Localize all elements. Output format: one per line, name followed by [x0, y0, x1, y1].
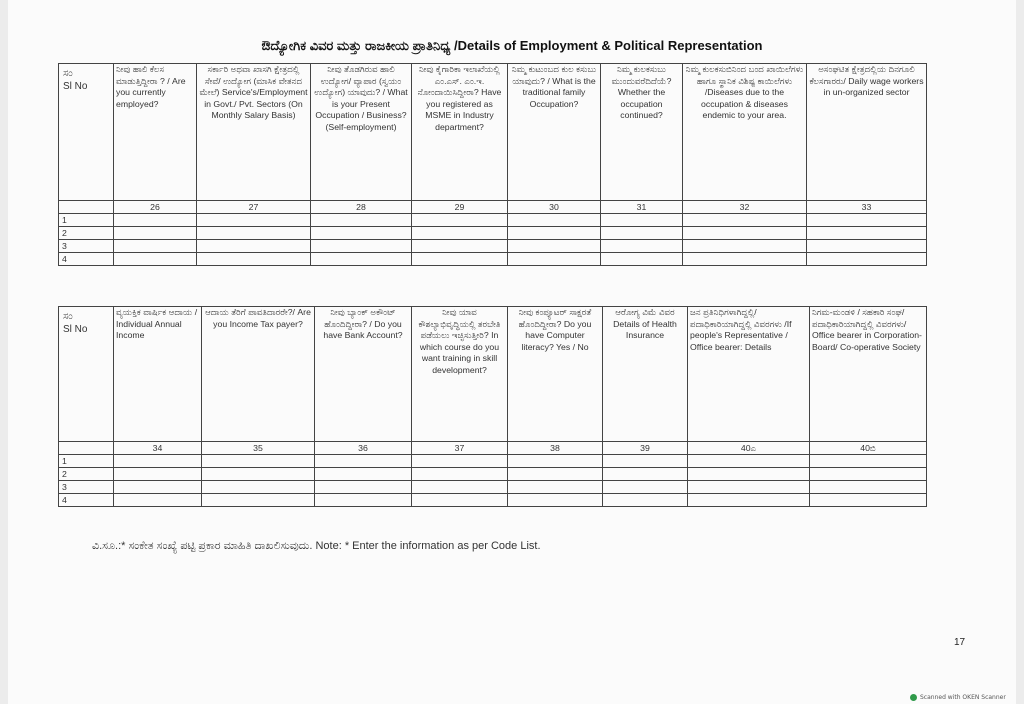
entry-cell[interactable]: [114, 227, 197, 240]
entry-cell[interactable]: [508, 240, 601, 253]
sl-no-label: ಸಂ: [63, 311, 73, 322]
column-number: 39: [603, 442, 688, 455]
row-number: 1: [59, 214, 114, 227]
entry-cell[interactable]: [601, 253, 683, 266]
sl-no-label: Sl No: [63, 324, 88, 335]
row-number: 4: [59, 494, 114, 507]
entry-cell[interactable]: [114, 468, 202, 481]
column-number: 29: [412, 201, 508, 214]
sl-no-label: ಸಂ: [63, 68, 73, 79]
column-header: ಜನ ಪ್ರತಿನಿಧಿಗಳಾಗಿದ್ದಲ್ಲಿ/ ಪದಾಧಿಕಾರಿಯಾಗಿದ್ದಲ್ಲಿ ವಿವರಗಳು /If people's Representative / Office bearer: Details: [688, 307, 810, 442]
page-number: 17: [954, 637, 966, 648]
entry-cell[interactable]: [311, 253, 412, 266]
column-number-row: [59, 442, 927, 455]
entry-cell[interactable]: [202, 494, 315, 507]
column-header: ನೀವು ಕಂಪ್ಯೂಟರ್ ಸಾಕ್ಷರತೆ ಹೊಂದಿದ್ದೀರಾ? Do you have Computer literacy? Yes / No: [508, 307, 603, 442]
entry-cell[interactable]: [508, 455, 603, 468]
table-row: [59, 214, 927, 227]
entry-cell[interactable]: [601, 227, 683, 240]
column-number: 34: [114, 442, 202, 455]
column-number-row: [59, 201, 927, 214]
row-number: 3: [59, 240, 114, 253]
scanner-watermark: [910, 694, 1024, 704]
entry-cell[interactable]: [810, 468, 927, 481]
column-number: 40ಬಿ: [810, 442, 927, 455]
column-header: ಅಸಂಘಟಿತ ಕ್ಷೇತ್ರದಲ್ಲಿಯ ದಿನಗೂಲಿ ಕೆಲಸಗಾರರು/ Daily wage workers in un-organized sector: [807, 64, 927, 201]
entry-cell[interactable]: [683, 240, 807, 253]
employment-table: [58, 63, 927, 266]
column-number: 35: [202, 442, 315, 455]
entry-cell[interactable]: [114, 240, 197, 253]
column-number: 27: [197, 201, 311, 214]
entry-cell[interactable]: [197, 240, 311, 253]
entry-cell[interactable]: [683, 227, 807, 240]
column-header: ಸರ್ಕಾರಿ ಅಥವಾ ಖಾಸಗಿ ಕ್ಷೇತ್ರದಲ್ಲಿ ಸೇವೆ/ ಉದ್ಯೋಗ (ಮಾಸಿಕ ವೇತನದ ಮೇಲೆ) Service's/Employment in Govt./ Pvt. Sectors (On Monthly Salary Basis): [197, 64, 311, 201]
finance-representation-table: [58, 306, 927, 507]
entry-cell[interactable]: [412, 227, 508, 240]
entry-cell[interactable]: [412, 455, 508, 468]
table-row: [59, 455, 927, 468]
entry-cell[interactable]: [508, 227, 601, 240]
entry-cell[interactable]: [315, 481, 412, 494]
entry-cell[interactable]: [412, 253, 508, 266]
table-row: [59, 227, 927, 240]
entry-cell[interactable]: [810, 455, 927, 468]
entry-cell[interactable]: [683, 253, 807, 266]
entry-cell[interactable]: [603, 468, 688, 481]
entry-cell[interactable]: [412, 240, 508, 253]
table-row: [59, 468, 927, 481]
entry-cell[interactable]: [601, 214, 683, 227]
entry-cell[interactable]: [688, 455, 810, 468]
entry-cell[interactable]: [412, 494, 508, 507]
column-number: 33: [807, 201, 927, 214]
entry-cell[interactable]: [315, 455, 412, 468]
entry-cell[interactable]: [202, 468, 315, 481]
entry-cell[interactable]: [807, 227, 927, 240]
row-number: 2: [59, 468, 114, 481]
entry-cell[interactable]: [508, 494, 603, 507]
entry-cell[interactable]: [412, 214, 508, 227]
scanner-logo-icon: [910, 694, 917, 701]
table-row: [59, 240, 927, 253]
column-header: ಆರೋಗ್ಯ ವಿಮೆ ವಿವರ Details of Health Insurance: [603, 307, 688, 442]
blank-cell: [59, 201, 114, 214]
sl-no-header: [59, 307, 114, 442]
scanner-text: Scanned with OKEN Scanner: [920, 694, 1006, 701]
entry-cell[interactable]: [197, 214, 311, 227]
entry-cell[interactable]: [197, 253, 311, 266]
entry-cell[interactable]: [807, 214, 927, 227]
entry-cell[interactable]: [202, 455, 315, 468]
column-number: 40ಎ: [688, 442, 810, 455]
column-number: 38: [508, 442, 603, 455]
column-header: ನೀವು ಹಾಲಿ ಕೆಲಸ ಮಾಡುತ್ತಿದ್ದೀರಾ ? / Are you currently employed?: [114, 64, 197, 201]
entry-cell[interactable]: [311, 240, 412, 253]
entry-cell[interactable]: [114, 494, 202, 507]
entry-cell[interactable]: [114, 253, 197, 266]
row-number: 1: [59, 455, 114, 468]
entry-cell[interactable]: [807, 253, 927, 266]
column-number: 30: [508, 201, 601, 214]
entry-cell[interactable]: [202, 481, 315, 494]
column-header: ನೀವು ಯಾವ ಕೌಶಲ್ಯಾಭಿವೃದ್ಧಿಯಲ್ಲಿ ತರಬೇತಿ ಪಡೆಯಲು ಇಚ್ಛಿಸುತ್ತೀರಿ? In which course do you want training in skill development?: [412, 307, 508, 442]
column-header: ನೀವು ಬ್ಯಾಂಕ್ ಅಕೌಂಟ್ ಹೊಂದಿದ್ದೀರಾ? / Do you have Bank Account?: [315, 307, 412, 442]
column-header: ಆದಾಯ ತೆರಿಗೆ ಪಾವತಿದಾರರೇ?/ Are you Income Tax payer?: [202, 307, 315, 442]
entry-cell[interactable]: [508, 214, 601, 227]
column-header: ನೀವು ತೊಡಗಿರುವ ಹಾಲಿ ಉದ್ಯೋಗ/ ವ್ಯಾಪಾರ (ಸ್ವಯಂ ಉದ್ಯೋಗ) ಯಾವುದು? / What is your Present Occupation / Business? (Self-employment): [311, 64, 412, 201]
sl-no-header: [59, 64, 114, 201]
table-row: [59, 494, 927, 507]
header-row: [59, 64, 927, 201]
entry-cell[interactable]: [508, 468, 603, 481]
code-list-note: ವಿ.ಸೂ.:* ಸಂಕೇತ ಸಂಖ್ಯೆ ಪಟ್ಟಿ ಪ್ರಕಾರ ಮಾಹಿತಿ ದಾಖಲಿಸುವುದು. Note: * Enter the information as per Code List.: [92, 540, 541, 552]
entry-cell[interactable]: [114, 481, 202, 494]
row-number: 4: [59, 253, 114, 266]
entry-cell[interactable]: [683, 214, 807, 227]
entry-cell[interactable]: [311, 214, 412, 227]
entry-cell[interactable]: [197, 227, 311, 240]
row-number: 2: [59, 227, 114, 240]
table-row: [59, 481, 927, 494]
entry-cell[interactable]: [114, 455, 202, 468]
entry-cell[interactable]: [810, 481, 927, 494]
entry-cell[interactable]: [688, 494, 810, 507]
entry-cell[interactable]: [311, 227, 412, 240]
column-number: 26: [114, 201, 197, 214]
column-header: ನಿಗಮ-ಮಂಡಳಿ / ಸಹಕಾರಿ ಸಂಘ/ ಪದಾಧಿಕಾರಿಯಾಗಿದ್ದಲ್ಲಿ ವಿವರಗಳು/ Office bearer in Corporation- Board/ Co-operative Society: [810, 307, 927, 442]
blank-cell: [59, 442, 114, 455]
column-number: 36: [315, 442, 412, 455]
entry-cell[interactable]: [810, 494, 927, 507]
entry-cell[interactable]: [315, 468, 412, 481]
entry-cell[interactable]: [807, 240, 927, 253]
column-header: ನಿಮ್ಮ ಕುಲಕಸುಬಿನಿಂದ ಬಂದ ಖಾಯಿಲೆಗಳು ಹಾಗೂ ಸ್ಥಾನಿಕ ವಿಶಿಷ್ಟ ಕಾಯಿಲೆಗಳು /Diseases due to the occupation & diseases endemic to your area.: [683, 64, 807, 201]
column-header: ವ್ಯಯಕ್ತಿಕ ವಾರ್ಷಿಕ ಆದಾಯ / Individual Annual Income: [114, 307, 202, 442]
entry-cell[interactable]: [688, 481, 810, 494]
entry-cell[interactable]: [412, 468, 508, 481]
header-row: [59, 307, 927, 442]
entry-cell[interactable]: [114, 214, 197, 227]
column-number: 31: [601, 201, 683, 214]
entry-cell[interactable]: [508, 253, 601, 266]
table-row: [59, 253, 927, 266]
column-number: 37: [412, 442, 508, 455]
column-header: ನೀವು ಕೈಗಾರಿಕಾ ಇಲಾಖೆಯಲ್ಲಿ ಎಂ.ಎಸ್. ಎಂ.ಇ. ನೋಂದಾಯಿಸಿದ್ದೀರಾ? Have you registered as MSME in Industry department?: [412, 64, 508, 201]
form-page: [8, 0, 1016, 704]
entry-cell[interactable]: [412, 481, 508, 494]
entry-cell[interactable]: [603, 494, 688, 507]
entry-cell[interactable]: [601, 240, 683, 253]
column-number: 28: [311, 201, 412, 214]
entry-cell[interactable]: [508, 481, 603, 494]
column-number: 32: [683, 201, 807, 214]
column-header: ನಿಮ್ಮ ಕುಟುಂಬದ ಕುಲ ಕಸುಬು ಯಾವುದು? / What is the traditional family Occupation?: [508, 64, 601, 201]
entry-cell[interactable]: [603, 455, 688, 468]
page-title: ಔದ್ಯೋಗಿಕ ವಿವರ ಮತ್ತು ರಾಜಕೀಯ ಪ್ರಾತಿನಿಧ್ಯ /Details of Employment & Political Representation: [261, 38, 763, 53]
entry-cell[interactable]: [688, 468, 810, 481]
column-header: ನಿಮ್ಮ ಕುಲಕಸುಬು ಮುಂದುವರೆದಿದೆಯೆ? Whether the occupation continued?: [601, 64, 683, 201]
row-number: 3: [59, 481, 114, 494]
sl-no-label: Sl No: [63, 81, 88, 92]
entry-cell[interactable]: [603, 481, 688, 494]
entry-cell[interactable]: [315, 494, 412, 507]
